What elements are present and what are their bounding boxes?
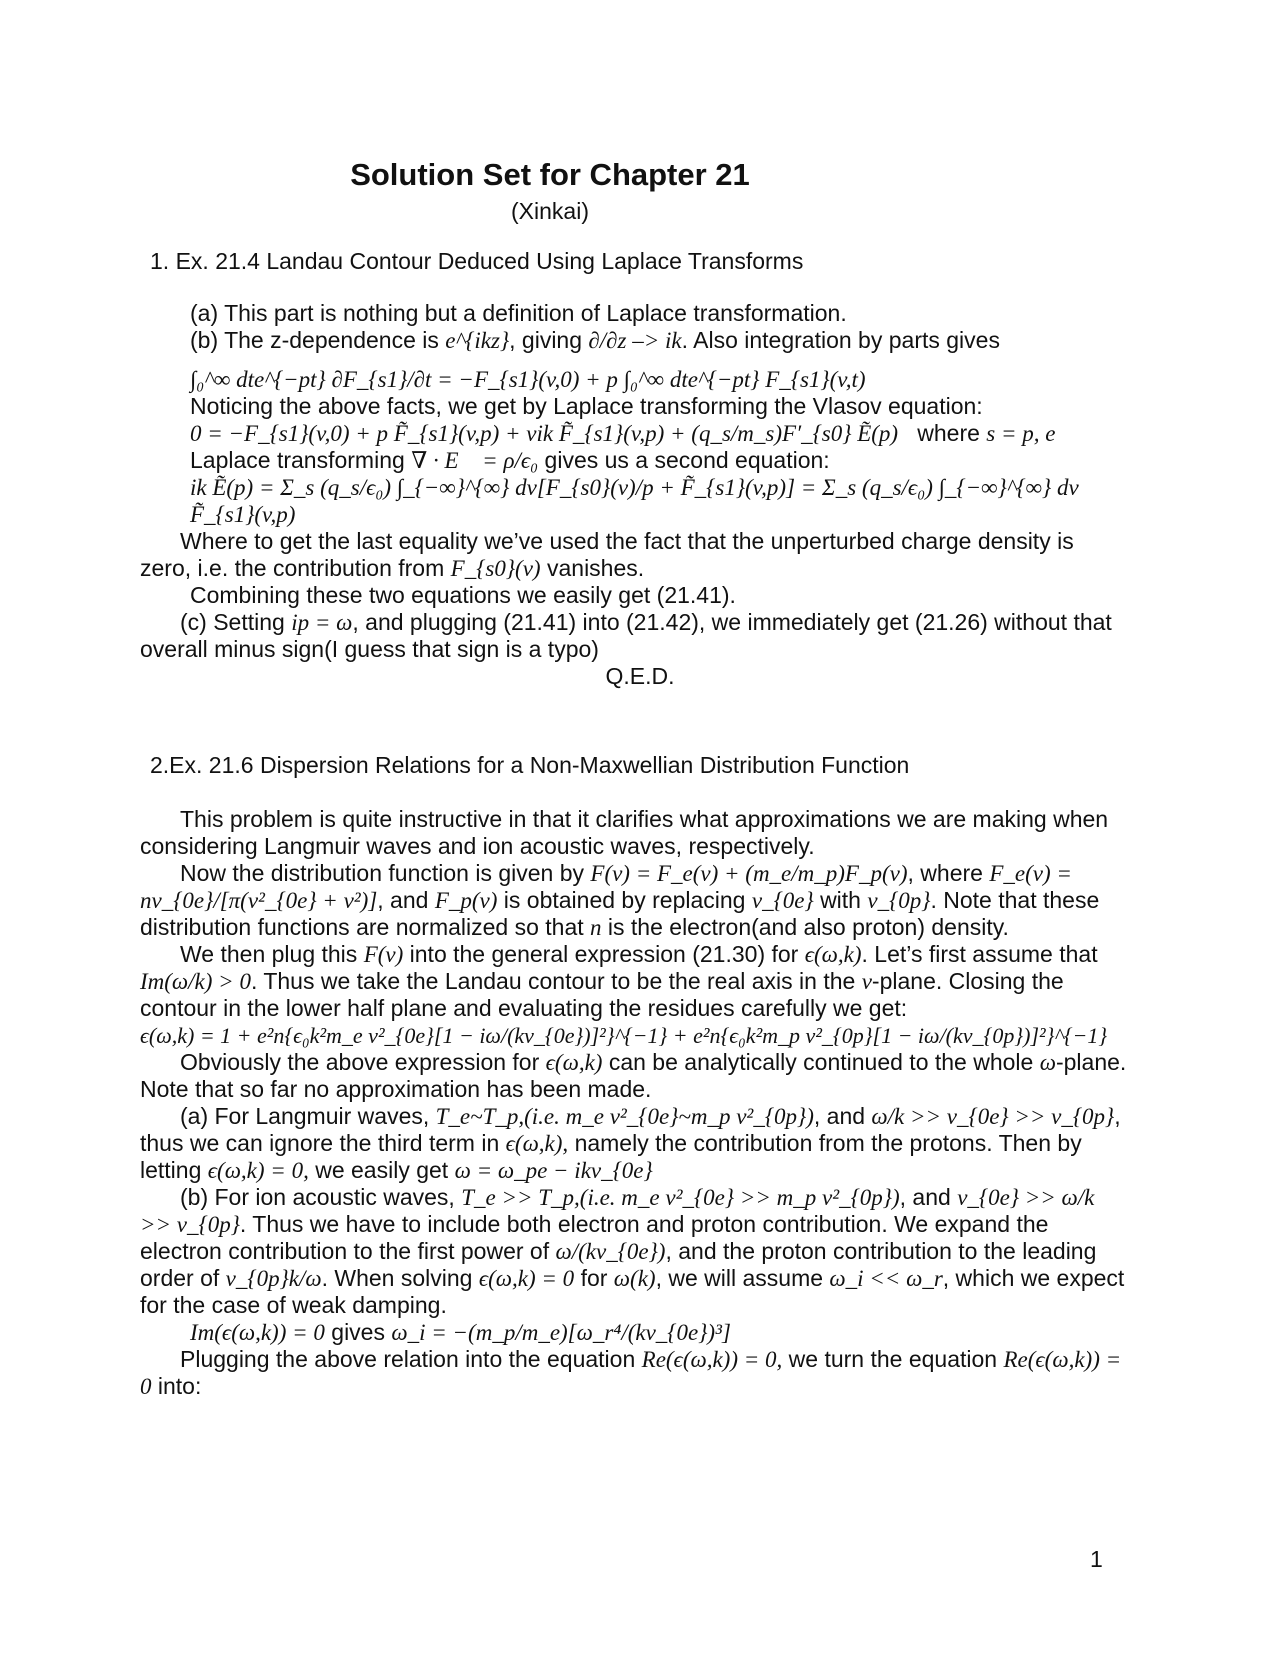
equation-integration-by-parts: ∫₀^∞ dte^{−pt} ∂F_{s1}/∂t = −F_{s1}(v,0) + p ∫₀^∞ dte^{−pt} F_{s1}(v,t) xyxy=(190,367,866,392)
part-a-text: (a) This part is nothing but a definition of Laplace transformation. xyxy=(190,300,847,326)
plugging-paragraph: Plugging the above relation into the equation Re(ϵ(ω,k)) = 0, we turn the equation Re(ϵ(ω,k)) = 0 into: xyxy=(140,1346,1122,1399)
section-2-body xyxy=(140,806,1130,1400)
section-2-heading: 2.Ex. 21.6 Dispersion Relations for a Non-Maxwellian Distribution Function xyxy=(150,752,910,778)
plug-paragraph: We then plug this F(v) into the general expression (21.30) for ϵ(ω,k). Let’s first assume that Im(ω/k) > 0. Thus we take the Landau contour to be the real axis in the v-plane. Closing the contour in the lower half plane and evaluating the residues carefully we get: xyxy=(140,941,1098,1021)
part-c-text: (c) Setting ip = ω, and plugging (21.41) into (21.42), we immediately get (21.26) without that overall minus sign(I guess that sign is a typo) xyxy=(140,609,1112,662)
combining-text: Combining these two equations we easily get (21.41). xyxy=(190,582,736,608)
math-inline: e^{ikz} xyxy=(445,328,510,353)
distribution-paragraph: Now the distribution function is given by F(v) = F_e(v) + (m_e/m_p)F_p(v), where F_e(v) = nv_{0e}/[π(v²_{0e} + v²)], and F_p(v) is obtained by replacing v_{0e} with v_{0p}. Note that these distribution functions are normalized so that n is the electron(and also proton) density. xyxy=(140,860,1100,940)
equation-poisson-laplace: ik Ẽ(p) = Σ_s (q_s/ϵ₀) ∫_{−∞}^{∞} dv[F_{s0}(v)/p + F̃_{s1}(v,p)] = Σ_s (q_s/ϵ₀) ∫_{−∞}^{∞} dv F̃_{s1}(v,p) xyxy=(190,475,1079,527)
author-line: (Xinkai) xyxy=(511,198,589,224)
qed-mark: Q.E.D. xyxy=(605,663,675,689)
part-b-text: (b) The z-dependence is e^{ikz}, giving ∂/∂z –> ik. Also integration by parts gives xyxy=(190,327,1000,353)
part-b-ion-acoustic: (b) For ion acoustic waves, T_e >> T_p,(i.e. m_e v²_{0e} >> m_p v²_{0p}), and v_{0e} >> ω/k >> v_{0p}. Thus we have to include both electron and proton contribution. We expand the electron contribution to the first power of ω/(kv_{0e}), and the proton contribution to the leading order of v_{0p}k/ω. When solving ϵ(ω,k) = 0 for ω(k), we will assume ω_i << ω_r, which we expect for the case of weak damping. xyxy=(140,1184,1125,1318)
page-number: 1 xyxy=(1090,1546,1103,1572)
equation-vlasov-laplace: 0 = −F_{s1}(v,0) + p F̃_{s1}(v,p) + vik F̃_{s1}(v,p) + (q_s/m_s)F′_{s0} Ẽ(p) where s = p, e xyxy=(190,420,1056,446)
section-1-heading: 1. Ex. 21.4 Landau Contour Deduced Using Laplace Transforms xyxy=(150,248,804,274)
last-equality-text: Where to get the last equality we’ve used the fact that the unperturbed charge density is zero, i.e. the contribution from F_{s0}(v) vanishes. xyxy=(140,528,1074,581)
part-a-langmuir: (a) For Langmuir waves, T_e~T_p,(i.e. m_e v²_{0e}~m_p v²_{0p}), and ω/k >> v_{0e} >> v_{0p}, thus we can ignore the third term in ϵ(ω,k), namely the contribution from the protons. Then by letting ϵ(ω,k) = 0, we easily get ω = ω_pe − ikv_{0e} xyxy=(140,1103,1121,1183)
noticing-text: Noticing the above facts, we get by Laplace transforming the Vlasov equation: xyxy=(190,393,983,419)
page-title: Solution Set for Chapter 21 xyxy=(350,157,750,192)
math-inline: ∂/∂z –> ik xyxy=(588,328,682,353)
intro-paragraph: This problem is quite instructive in that it clarifies what approximations we are making when considering Langmuir waves and ion acoustic waves, respectively. xyxy=(140,806,1109,859)
laplace-gauss-text: Laplace transforming ∇ · E⃗ = ρ/ϵ₀ gives us a second equation: xyxy=(190,447,830,473)
section-1-body xyxy=(140,300,1130,690)
equation-dielectric: ϵ(ω,k) = 1 + e²n{ϵ₀k²m_e v²_{0e}[1 − iω/(kv_{0e})]²}^{−1} + e²n{ϵ₀k²m_p v²_{0p}[1 − iω/(kv_{0p})]²}^{−1} xyxy=(140,1023,1108,1048)
continuation-paragraph: Obviously the above expression for ϵ(ω,k) can be analytically continued to the whole ω-plane. Note that so far no approximation has been made. xyxy=(140,1049,1127,1102)
imaginary-part-line: Im(ϵ(ω,k)) = 0 gives ω_i = −(m_p/m_e)[ω_r⁴/(kv_{0e})³] xyxy=(190,1319,731,1345)
